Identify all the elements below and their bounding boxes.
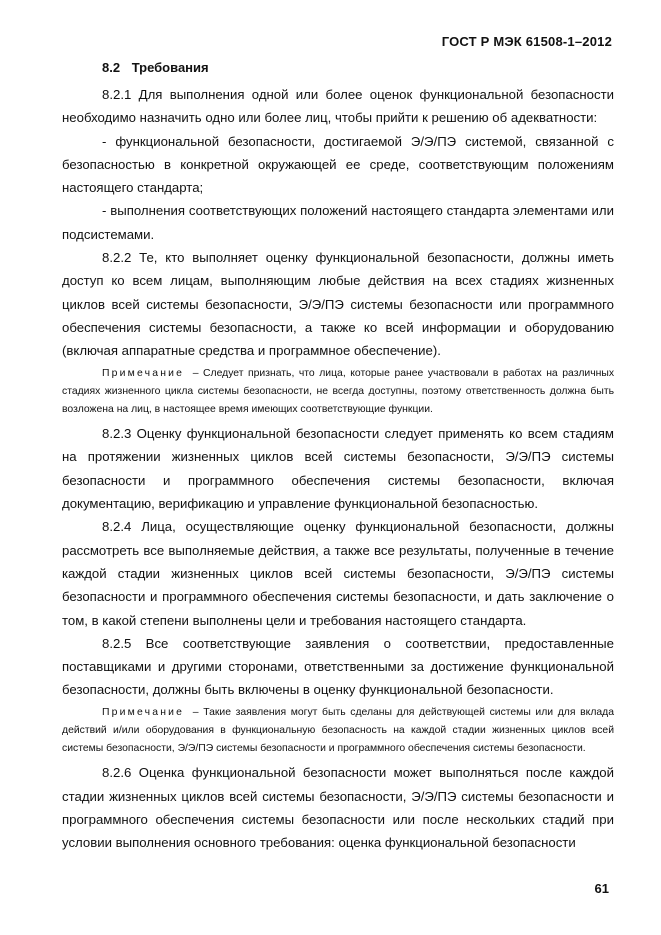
list-item-functional-safety: - функциональной безопасности, достигаемой Э/Э/ПЭ системой, связанной с безопасностью в конкретной окружающей ее среде, соответствующим положениям настоящего стандарта; [62,133,614,196]
note-1-text: Следует признать, что лица, которые ранее участвовали в работах на различных стадиях жизненного цикла системы безопасности, не всегда доступны, поэтому ответственность должна быть возложена на лиц, в настоящее время имеющих соответствующие функции. [62,367,615,415]
paragraph-8-2-4: 8.2.4 Лица, осуществляющие оценку функциональной безопасности, должны рассмотреть все выполняемые действия, а также все результаты, полученные в течение каждой стадии жизненных циклов всей системы безопасности, Э/Э/ПЭ системы безопасности и программного обеспечения системы безопасности, и дать заключение о том, в какой степени выполнены цели и требования настоящего стандарта. [62,519,614,628]
note-2 [62,704,614,759]
section-heading [102,58,614,78]
paragraph-8-2-5: 8.2.5 Все соответствующие заявления о соответствии, предоставленные поставщиками и другими сторонами, ответственными за достижение функциональной безопасности, должны быть включены в оценку функциональной безопасности. [62,635,614,698]
paragraph-8-2-3: 8.2.3 Оценку функциональной безопасности следует применять ко всем стадиям на протяжении жизненных циклов всей системы безопасности, Э/Э/ПЭ системы безопасности и программного обеспечения системы безопасности, включая документацию, верификацию и управление функциональной безопасностью. [62,426,614,512]
paragraph-8-2-6: 8.2.6 Оценка функциональной безопасности может выполняться после каждой стадии жизненных циклов всей системы безопасности, Э/Э/ПЭ системы безопасности и программного обеспечения системы безопасности или после нескольких стадий при условии выполнения основного требования: оценка функциональной безопасности [62,765,614,851]
note-2-text: Такие заявления могут быть сделаны для действующей системы или для вклада действий и/или оборудования в функциональную безопасность на каждой стадии жизненных циклов всей системы безопасности, Э/Э/ПЭ системы безопасности и программного обеспечения системы безопасности. [62,706,614,755]
note-label: Примечание [102,367,185,379]
note-dash: – [192,706,199,718]
section-title: Требования [131,60,209,75]
page-number: 61 [594,881,609,896]
note-1 [62,365,614,420]
section-number: 8.2 [102,60,121,75]
list-item-compliance: - выполнения соответствующих положений настоящего стандарта элементами или подсистемами. [62,203,614,242]
standard-header: ГОСТ Р МЭК 61508-1–2012 [441,34,612,49]
paragraph-8-2-2: 8.2.2 Те, кто выполняет оценку функциональной безопасности, должны иметь доступ ко всем лицам, выполняющим любые действия на всех стадиях жизненных циклов всей системы безопасности, Э/Э/ПЭ системы безопасности или программного обеспечения системы безопасности, а также ко всей информации и оборудованию (включая аппаратные средства и программное обеспечение). [62,250,614,359]
note-label: Примечание [102,706,185,718]
document-body [62,58,614,855]
paragraph-8-2-1: 8.2.1 Для выполнения одной или более оценок функциональной безопасности необходимо назначить одно или более лиц, чтобы прийти к решению об адекватности: [62,87,614,126]
note-dash: – [192,367,199,379]
